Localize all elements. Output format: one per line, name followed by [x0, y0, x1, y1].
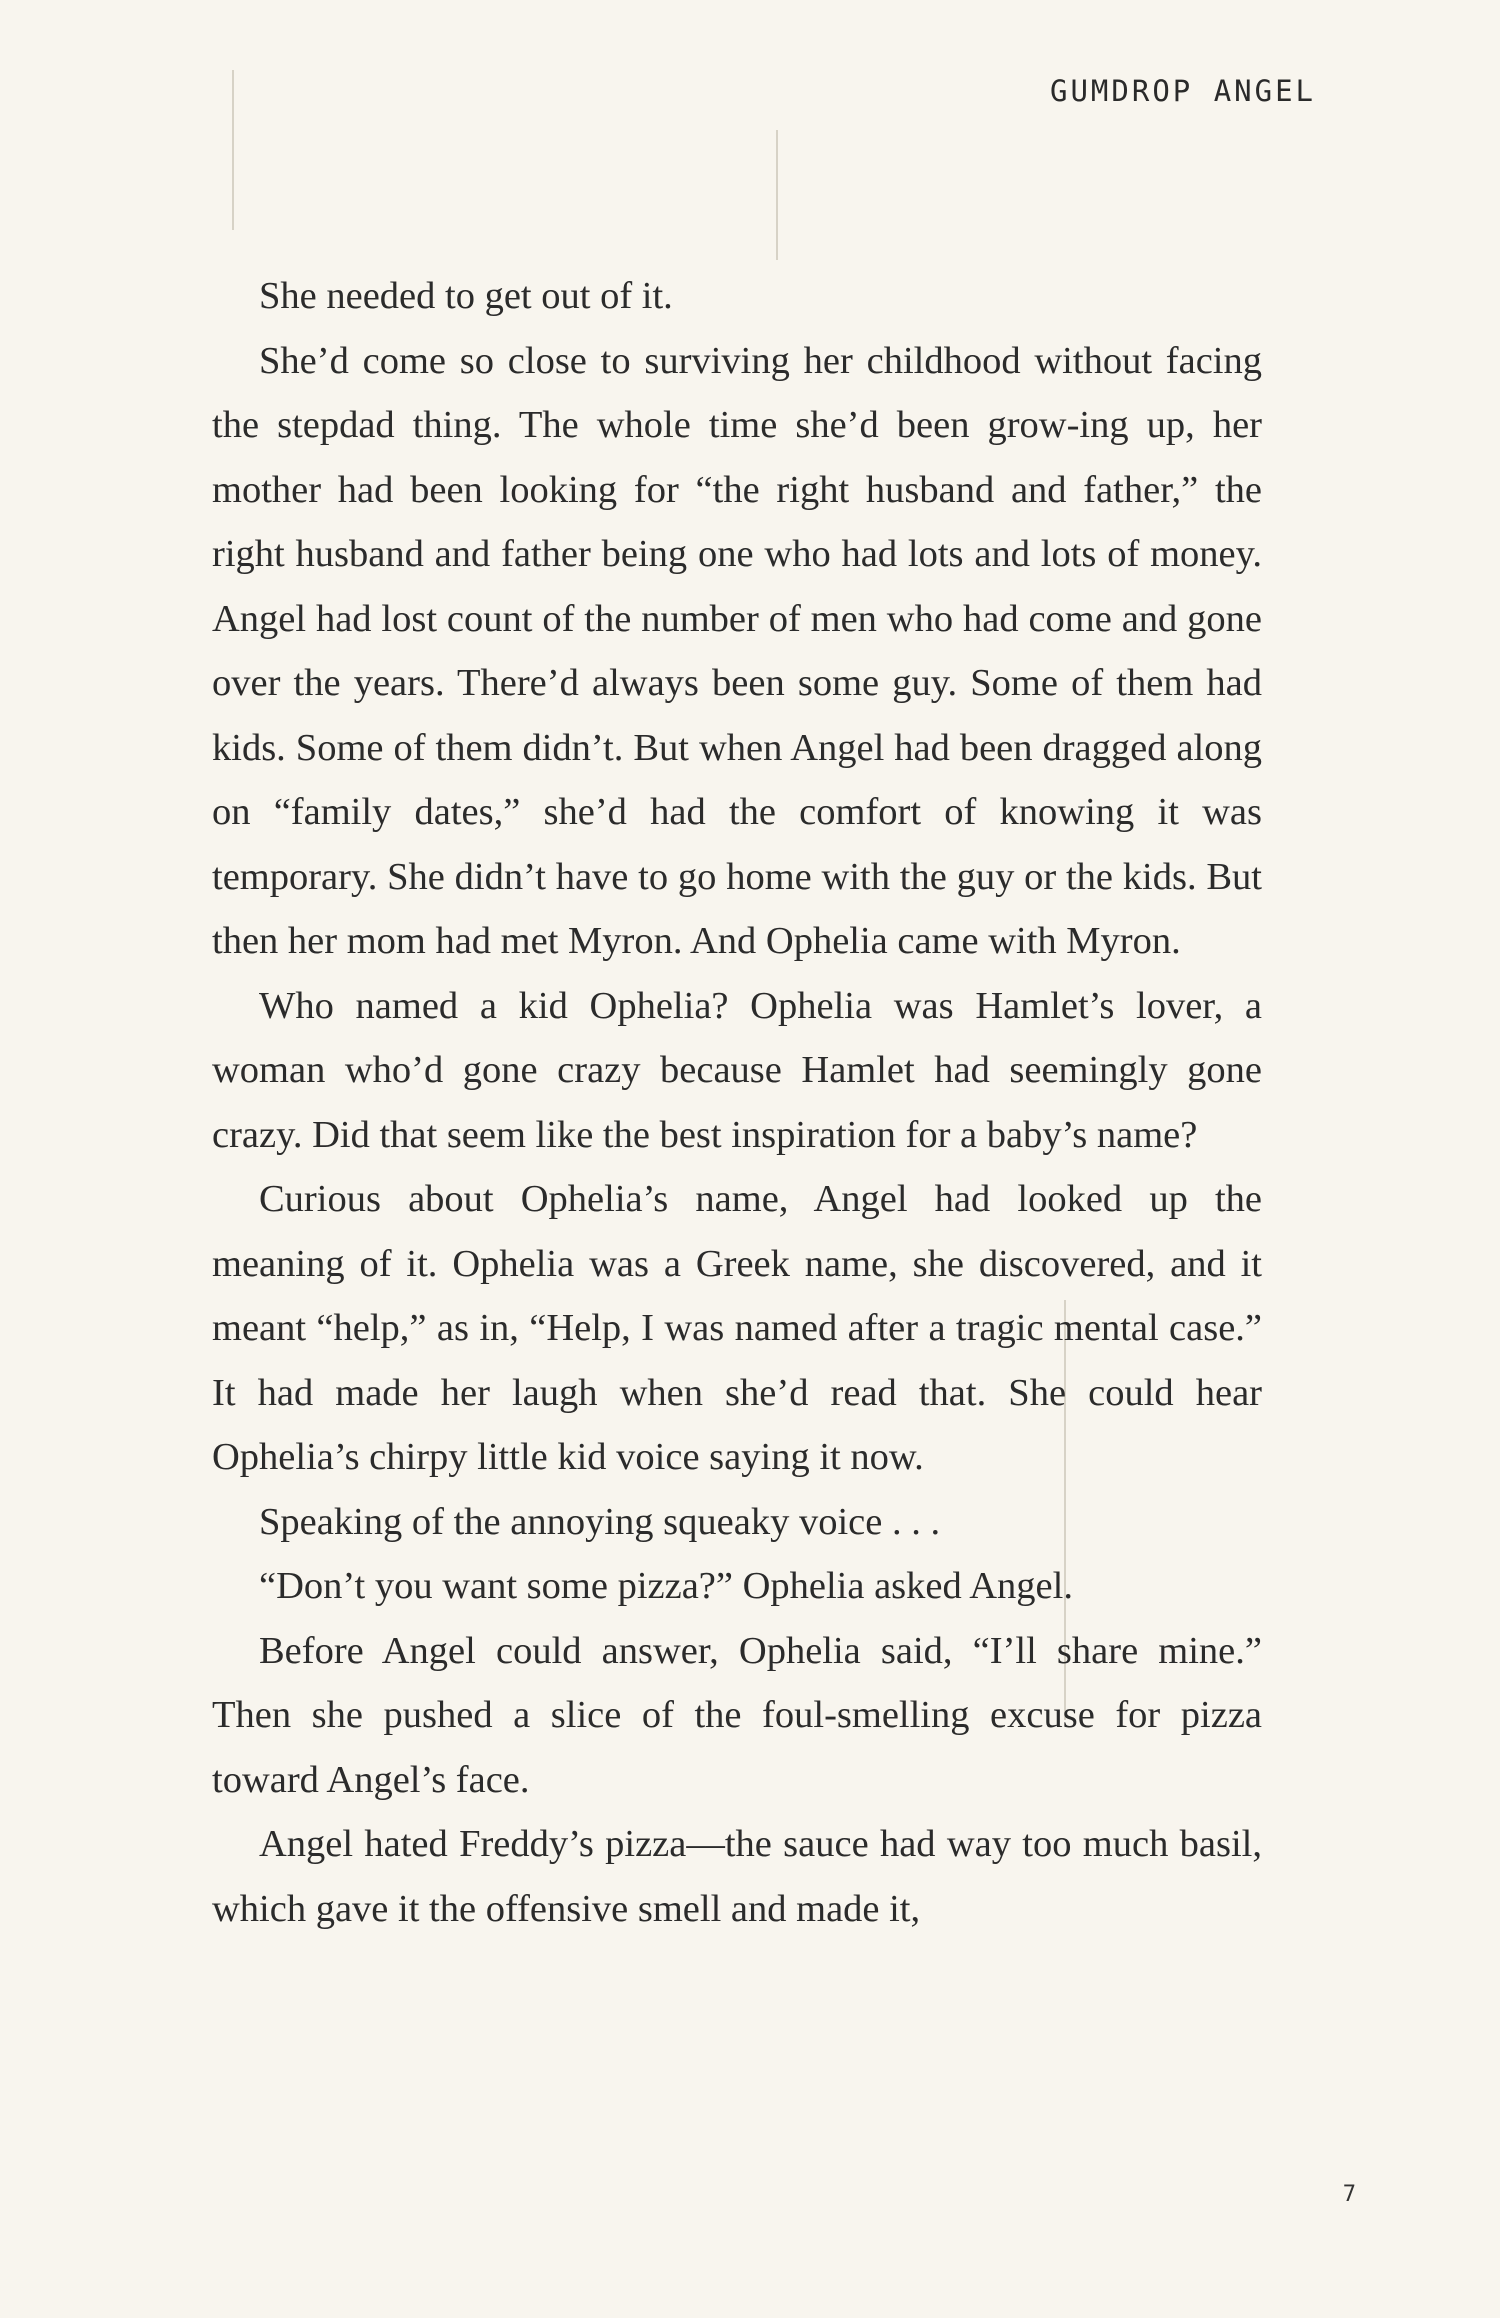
- paragraph: Before Angel could answer, Ophelia said, “I’ll share mine.” Then she pushed a slice of the foul-smelling excuse for pizza toward Angel’s face.: [212, 1629, 1262, 1801]
- running-head: GUMDROP ANGEL: [1050, 74, 1316, 108]
- paragraph: Curious about Ophelia’s name, Angel had looked up the meaning of it. Ophelia was a Greek name, she discovered, and it meant “help,” as in, “Help, I was named after a tragic mental case.” It had made her laugh when she’d read that. She could hear Ophelia’s chirpy little kid voice saying it now.: [212, 1178, 1262, 1478]
- paragraph: Who named a kid Ophelia? Ophelia was Hamlet’s lover, a woman who’d gone crazy because Hamlet had seemingly gone crazy. Did that seem like the best inspiration for a baby’s name?: [212, 984, 1262, 1156]
- paragraph: Speaking of the annoying squeaky voice . . .: [259, 1500, 941, 1543]
- paragraph: “Don’t you want some pizza?” Ophelia asked Angel.: [259, 1565, 1073, 1607]
- paragraph: She needed to get out of it.: [259, 275, 673, 317]
- page-number: 7: [1342, 2182, 1356, 2207]
- paragraph: She’d come so close to surviving her childhood without facing the stepdad thing. The whole time she’d been grow-ing up, her mother had been looking for “the right husband and father,” the right husband and father being one who had lots and lots of money. Angel had lost count of the number of men who had come and gone over the years. There’d always been some guy. Some of them had kids. Some of them didn’t. But when Angel had been dragged along on “family dates,” she’d had the comfort of knowing it was temporary. She didn’t have to go home with the guy or the kids. But then her mom had met Myron. And Ophelia came with Myron.: [212, 339, 1262, 962]
- paragraph: Angel hated Freddy’s pizza—the sauce had way too much basil, which gave it the offensive smell and made it,: [212, 1823, 1262, 1930]
- body-text: [212, 264, 1262, 1941]
- scan-artifact-line: [232, 70, 234, 230]
- scan-artifact-line: [776, 130, 778, 260]
